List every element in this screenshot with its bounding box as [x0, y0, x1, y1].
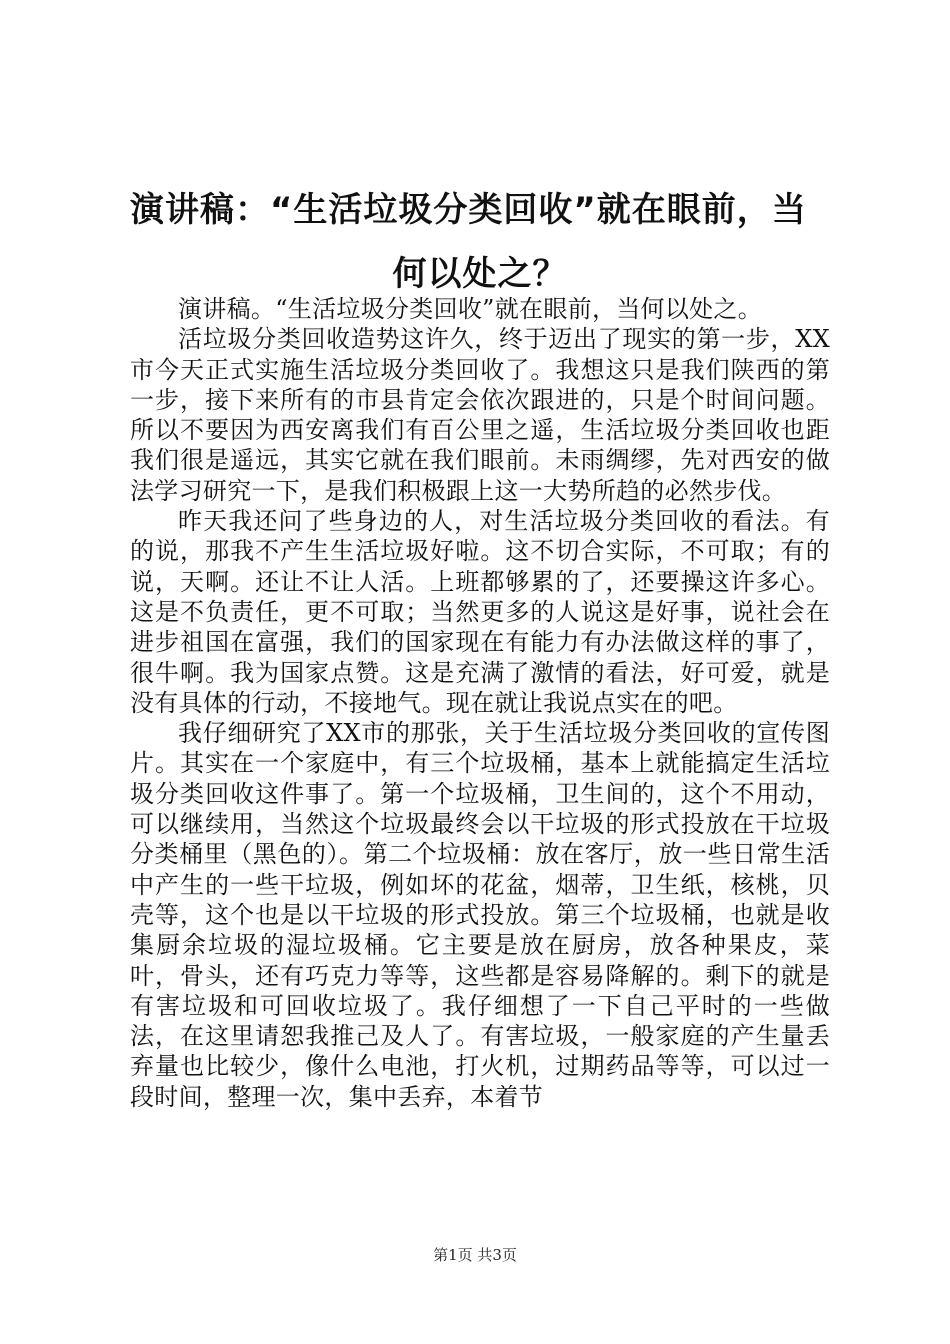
paragraph-1: 活垃圾分类回收造势这许久，终于迈出了现实的第一步，XX市今天正式实施生活垃圾分类回收了。我想这只是我们陕西的第一步，接下来所有的市县肯定会依次跟进的，只是个时间问题。所以不要因为西安离我们有百公里之遥，生活垃圾分类回收也距我们很是遥远，其实它就在我们眼前。未雨绸缪，先对西安的做法学习研究一下，是我们积极跟上这一大势所趋的必然步伐。 [130, 325, 830, 505]
page-footer: 第1页 共3页 [433, 1246, 517, 1264]
title-line-2: 何以处之？ [392, 254, 568, 294]
title-line-1: 演讲稿：“生活垃圾分类回收”就在眼前，当 [130, 190, 807, 230]
document-body [130, 294, 830, 1112]
document-title [130, 178, 830, 306]
paragraph-3: 我仔细研究了XX市的那张，关于生活垃圾分类回收的宣传图片。其实在一个家庭中，有三个垃圾桶，基本上就能搞定生活垃圾分类回收这件事了。第一个垃圾桶，卫生间的，这个不用动，可以继续用，当然这个垃圾最终会以干垃圾的形式投放在干垃圾分类桶里（黑色的）。第二个垃圾桶：放在客厅，放一些日常生活中产生的一些干垃圾，例如坏的花盆，烟蒂，卫生纸，核桃，贝壳等，这个也是以干垃圾的形式投放。第三个垃圾桶，也就是收集厨余垃圾的湿垃圾桶。它主要是放在厨房，放各种果皮，菜叶，骨头，还有巧克力等等，这些都是容易降解的。剩下的就是有害垃圾和可回收垃圾了。我仔细想了一下自己平时的一些做法，在这里请恕我推己及人了。有害垃圾，一般家庭的产生量丢弃量也比较少，像什么电池，打火机，过期药品等等，可以过一段时间，整理一次，集中丢弃，本着节 [130, 719, 830, 1111]
paragraph-summary: 演讲稿。“生活垃圾分类回收”就在眼前，当何以处之。 [178, 295, 763, 323]
paragraph-2: 昨天我还问了些身边的人，对生活垃圾分类回收的看法。有的说，那我不产生生活垃圾好啦。这不切合实际，不可取；有的说，天啊。还让不让人活。上班都够累的了，还要操这许多心。这是不负责任，更不可取；当然更多的人说这是好事，说社会在进步祖国在富强，我们的国家现在有能力有办法做这样的事了，很牛啊。我为国家点赞。这是充满了激情的看法，好可爱，就是没有具体的行动，不接地气。现在就让我说点实在的吧。 [130, 507, 830, 717]
